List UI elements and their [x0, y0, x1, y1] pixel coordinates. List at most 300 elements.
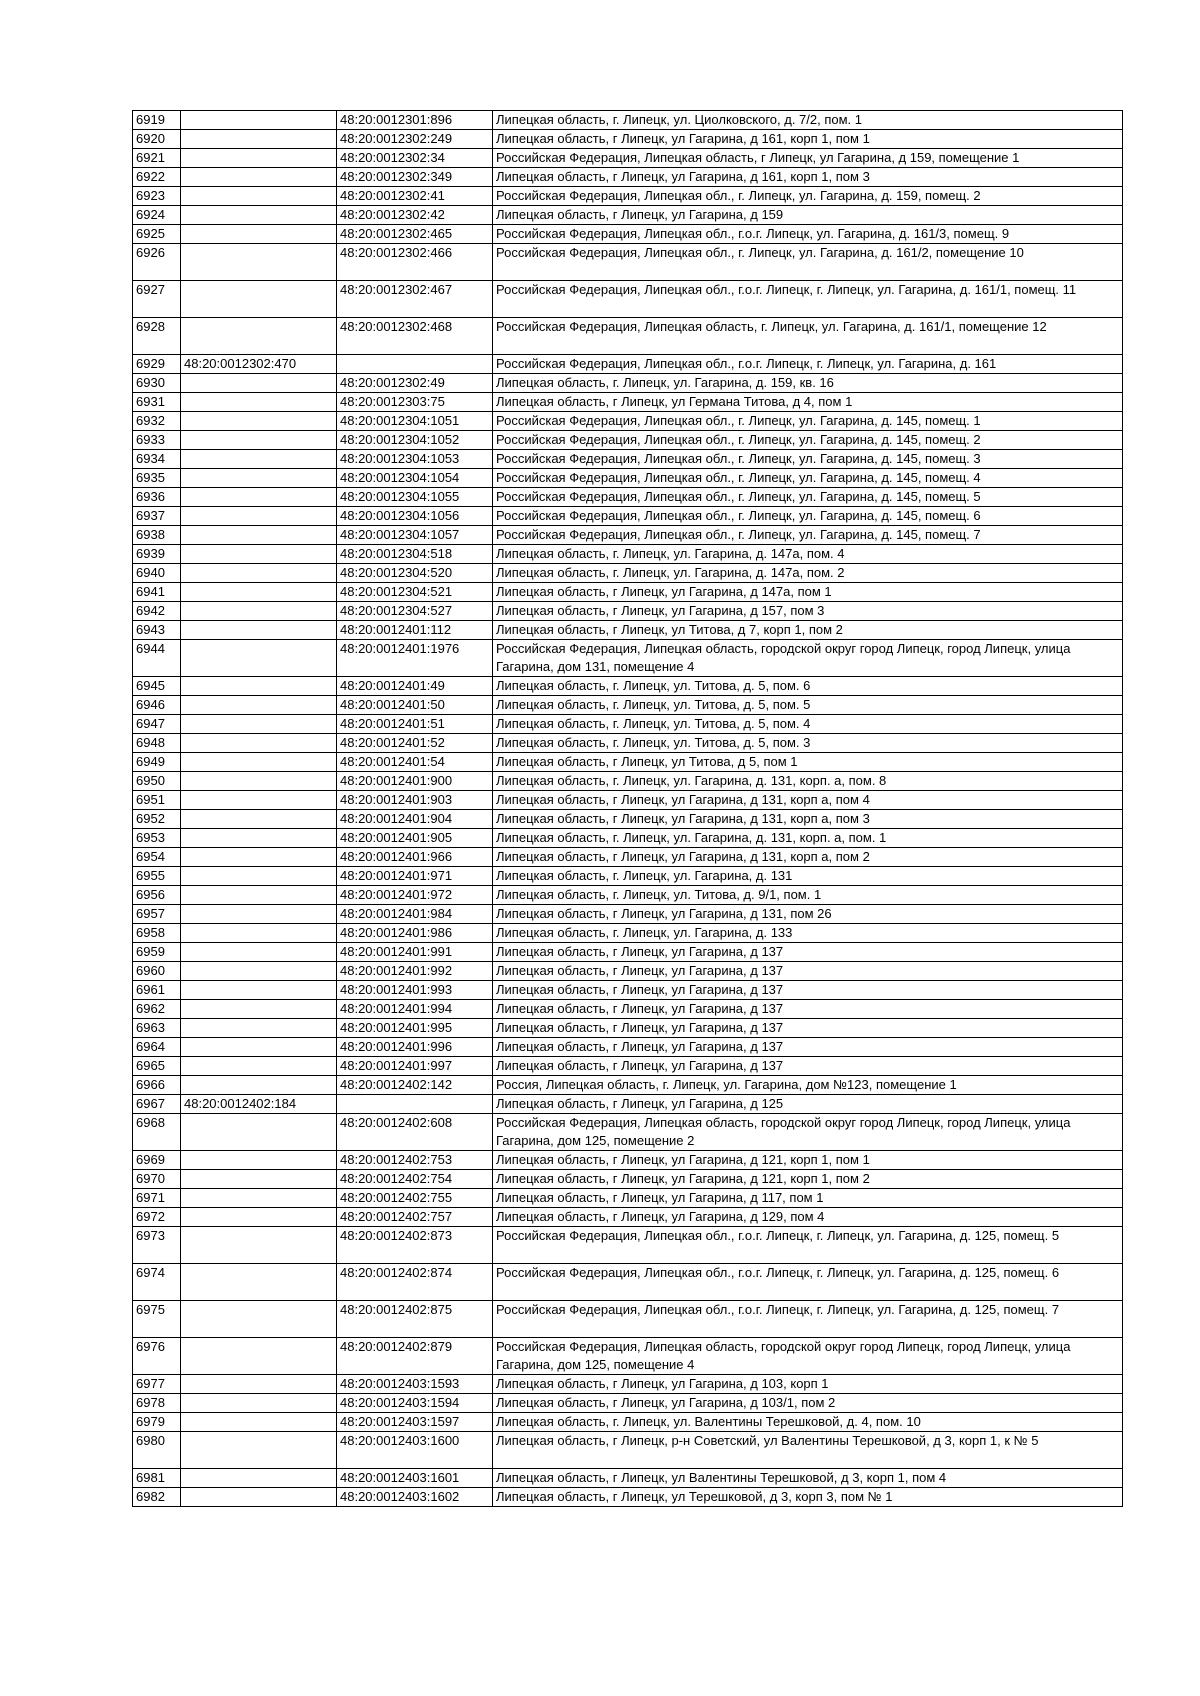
row-number-cell: 6926: [133, 244, 181, 281]
premises-cadastral-number-cell: [337, 355, 493, 374]
premises-cadastral-number-cell: 48:20:0012402:753: [337, 1151, 493, 1170]
row-number-cell: 6938: [133, 526, 181, 545]
row-number-cell: 6940: [133, 564, 181, 583]
address-cell: Липецкая область, г Липецк, ул Гагарина, д 161, корп 1, пом 1: [493, 130, 1123, 149]
row-number-cell: 6977: [133, 1375, 181, 1394]
table-row: [133, 677, 1123, 696]
address-cell: Липецкая область, г Липецк, ул Гагарина, д 137: [493, 1019, 1123, 1038]
building-cadastral-number-cell: [181, 1189, 337, 1208]
building-cadastral-number-cell: [181, 526, 337, 545]
row-number-cell: 6966: [133, 1076, 181, 1095]
table-row: [133, 924, 1123, 943]
row-number-cell: 6950: [133, 772, 181, 791]
building-cadastral-number-cell: [181, 469, 337, 488]
row-number-cell: 6967: [133, 1095, 181, 1114]
address-cell: Липецкая область, г. Липецк, ул. Титова, д. 5, пом. 6: [493, 677, 1123, 696]
building-cadastral-number-cell: [181, 886, 337, 905]
building-cadastral-number-cell: [181, 753, 337, 772]
row-number-cell: 6974: [133, 1264, 181, 1301]
building-cadastral-number-cell: [181, 1038, 337, 1057]
row-number-cell: 6924: [133, 206, 181, 225]
address-cell: Липецкая область, г. Липецк, ул. Валентины Терешковой, д. 4, пом. 10: [493, 1413, 1123, 1432]
premises-cadastral-number-cell: 48:20:0012402:608: [337, 1114, 493, 1151]
row-number-cell: 6982: [133, 1488, 181, 1507]
premises-cadastral-number-cell: 48:20:0012401:966: [337, 848, 493, 867]
row-number-cell: 6964: [133, 1038, 181, 1057]
address-cell: Российская Федерация, Липецкая обл., г. Липецк, ул. Гагарина, д. 145, помещ. 4: [493, 469, 1123, 488]
row-number-cell: 6981: [133, 1469, 181, 1488]
building-cadastral-number-cell: [181, 1170, 337, 1189]
address-cell: Российская Федерация, Липецкая область, г. Липецк, ул. Гагарина, д. 161/1, помещение 12: [493, 318, 1123, 355]
building-cadastral-number-cell: [181, 1057, 337, 1076]
address-cell: Российская Федерация, Липецкая обл., г. Липецк, ул. Гагарина, д. 145, помещ. 6: [493, 507, 1123, 526]
premises-cadastral-number-cell: 48:20:0012304:1051: [337, 412, 493, 431]
building-cadastral-number-cell: [181, 791, 337, 810]
building-cadastral-number-cell: [181, 488, 337, 507]
table-row: [133, 1000, 1123, 1019]
building-cadastral-number-cell: [181, 602, 337, 621]
table-row: [133, 772, 1123, 791]
building-cadastral-number-cell: [181, 1432, 337, 1469]
address-cell: Липецкая область, г Липецк, ул Титова, д 5, пом 1: [493, 753, 1123, 772]
row-number-cell: 6976: [133, 1338, 181, 1375]
row-number-cell: 6929: [133, 355, 181, 374]
registry-table: [132, 110, 1123, 1507]
table-row: [133, 696, 1123, 715]
premises-cadastral-number-cell: 48:20:0012401:996: [337, 1038, 493, 1057]
building-cadastral-number-cell: [181, 867, 337, 886]
premises-cadastral-number-cell: 48:20:0012302:468: [337, 318, 493, 355]
premises-cadastral-number-cell: 48:20:0012304:1055: [337, 488, 493, 507]
address-cell: Липецкая область, г. Липецк, ул. Титова, д. 5, пом. 5: [493, 696, 1123, 715]
row-number-cell: 6969: [133, 1151, 181, 1170]
premises-cadastral-number-cell: 48:20:0012304:527: [337, 602, 493, 621]
building-cadastral-number-cell: 48:20:0012302:470: [181, 355, 337, 374]
premises-cadastral-number-cell: 48:20:0012401:984: [337, 905, 493, 924]
address-cell: Российская Федерация, Липецкая обл., г.о.г. Липецк, г. Липецк, ул. Гагарина, д. 125, помещ. 6: [493, 1264, 1123, 1301]
row-number-cell: 6923: [133, 187, 181, 206]
address-cell: Российская Федерация, Липецкая область, городской округ город Липецк, город Липецк, улица Гагарина, дом 125, помещение 4: [493, 1338, 1123, 1375]
address-cell: Российская Федерация, Липецкая обл., г.о.г. Липецк, г. Липецк, ул. Гагарина, д. 161/1, помещ. 11: [493, 281, 1123, 318]
premises-cadastral-number-cell: 48:20:0012403:1593: [337, 1375, 493, 1394]
table-row: [133, 791, 1123, 810]
building-cadastral-number-cell: [181, 810, 337, 829]
building-cadastral-number-cell: [181, 374, 337, 393]
table-row: [133, 1151, 1123, 1170]
row-number-cell: 6951: [133, 791, 181, 810]
building-cadastral-number-cell: [181, 244, 337, 281]
building-cadastral-number-cell: [181, 507, 337, 526]
address-cell: Липецкая область, г Липецк, ул Гагарина, д 137: [493, 1057, 1123, 1076]
row-number-cell: 6978: [133, 1394, 181, 1413]
row-number-cell: 6922: [133, 168, 181, 187]
table-row: [133, 507, 1123, 526]
premises-cadastral-number-cell: 48:20:0012304:1057: [337, 526, 493, 545]
table-row: [133, 1076, 1123, 1095]
row-number-cell: 6957: [133, 905, 181, 924]
address-cell: Российская Федерация, Липецкая обл., г. Липецк, ул. Гагарина, д. 145, помещ. 2: [493, 431, 1123, 450]
premises-cadastral-number-cell: 48:20:0012401:49: [337, 677, 493, 696]
row-number-cell: 6943: [133, 621, 181, 640]
table-row: [133, 412, 1123, 431]
row-number-cell: 6956: [133, 886, 181, 905]
address-cell: Липецкая область, г Липецк, ул Гагарина, д 121, корп 1, пом 2: [493, 1170, 1123, 1189]
row-number-cell: 6945: [133, 677, 181, 696]
table-row: [133, 753, 1123, 772]
premises-cadastral-number-cell: 48:20:0012401:112: [337, 621, 493, 640]
table-row: [133, 715, 1123, 734]
table-row: [133, 829, 1123, 848]
building-cadastral-number-cell: [181, 734, 337, 753]
row-number-cell: 6947: [133, 715, 181, 734]
address-cell: Российская Федерация, Липецкая обл., г. Липецк, ул. Гагарина, д. 145, помещ. 5: [493, 488, 1123, 507]
row-number-cell: 6920: [133, 130, 181, 149]
building-cadastral-number-cell: [181, 225, 337, 244]
table-row: [133, 1488, 1123, 1507]
address-cell: Липецкая область, г. Липецк, ул. Гагарина, д. 147а, пом. 2: [493, 564, 1123, 583]
table-row: [133, 1413, 1123, 1432]
table-row: [133, 225, 1123, 244]
address-cell: Липецкая область, г. Липецк, ул. Титова, д. 9/1, пом. 1: [493, 886, 1123, 905]
address-cell: Липецкая область, г. Липецк, ул. Гагарина, д. 131, корп. а, пом. 8: [493, 772, 1123, 791]
row-number-cell: 6930: [133, 374, 181, 393]
address-cell: Липецкая область, г Липецк, ул Гагарина, д 131, корп а, пом 2: [493, 848, 1123, 867]
table-row: [133, 1469, 1123, 1488]
building-cadastral-number-cell: [181, 318, 337, 355]
building-cadastral-number-cell: [181, 1151, 337, 1170]
address-cell: Липецкая область, г Липецк, ул Гагарина, д 117, пом 1: [493, 1189, 1123, 1208]
premises-cadastral-number-cell: 48:20:0012402:754: [337, 1170, 493, 1189]
table-row: [133, 1095, 1123, 1114]
building-cadastral-number-cell: 48:20:0012402:184: [181, 1095, 337, 1114]
premises-cadastral-number-cell: 48:20:0012402:757: [337, 1208, 493, 1227]
building-cadastral-number-cell: [181, 168, 337, 187]
table-row: [133, 355, 1123, 374]
table-row: [133, 244, 1123, 281]
table-row: [133, 1019, 1123, 1038]
building-cadastral-number-cell: [181, 621, 337, 640]
table-row: [133, 187, 1123, 206]
premises-cadastral-number-cell: 48:20:0012402:755: [337, 1189, 493, 1208]
building-cadastral-number-cell: [181, 545, 337, 564]
address-cell: Липецкая область, г. Липецк, ул. Титова, д. 5, пом. 4: [493, 715, 1123, 734]
premises-cadastral-number-cell: 48:20:0012402:874: [337, 1264, 493, 1301]
row-number-cell: 6963: [133, 1019, 181, 1038]
row-number-cell: 6971: [133, 1189, 181, 1208]
building-cadastral-number-cell: [181, 187, 337, 206]
table-row: [133, 1038, 1123, 1057]
premises-cadastral-number-cell: 48:20:0012401:51: [337, 715, 493, 734]
premises-cadastral-number-cell: 48:20:0012302:466: [337, 244, 493, 281]
table-row: [133, 583, 1123, 602]
table-row: [133, 602, 1123, 621]
address-cell: Российская Федерация, Липецкая обл., г.о.г. Липецк, ул. Гагарина, д. 161/3, помещ. 9: [493, 225, 1123, 244]
address-cell: Российская Федерация, Липецкая область, г Липецк, ул Гагарина, д 159, помещение 1: [493, 149, 1123, 168]
table-row: [133, 393, 1123, 412]
table-row: [133, 1208, 1123, 1227]
row-number-cell: 6965: [133, 1057, 181, 1076]
table-row: [133, 943, 1123, 962]
address-cell: Российская Федерация, Липецкая обл., г. Липецк, ул. Гагарина, д. 159, помещ. 2: [493, 187, 1123, 206]
address-cell: Липецкая область, г Липецк, ул Гагарина, д 137: [493, 943, 1123, 962]
table-row: [133, 374, 1123, 393]
premises-cadastral-number-cell: 48:20:0012402:873: [337, 1227, 493, 1264]
table-row: [133, 1170, 1123, 1189]
row-number-cell: 6932: [133, 412, 181, 431]
table-row: [133, 469, 1123, 488]
building-cadastral-number-cell: [181, 1264, 337, 1301]
address-cell: Липецкая область, г. Липецк, ул. Гагарина, д. 159, кв. 16: [493, 374, 1123, 393]
premises-cadastral-number-cell: 48:20:0012304:1054: [337, 469, 493, 488]
building-cadastral-number-cell: [181, 905, 337, 924]
table-row: [133, 1432, 1123, 1469]
address-cell: Липецкая область, г. Липецк, ул. Циолковского, д. 7/2, пом. 1: [493, 111, 1123, 130]
address-cell: Липецкая область, г. Липецк, ул. Гагарина, д. 133: [493, 924, 1123, 943]
row-number-cell: 6980: [133, 1432, 181, 1469]
table-row: [133, 905, 1123, 924]
premises-cadastral-number-cell: 48:20:0012401:903: [337, 791, 493, 810]
table-row: [133, 962, 1123, 981]
premises-cadastral-number-cell: 48:20:0012401:971: [337, 867, 493, 886]
address-cell: Липецкая область, г Липецк, ул Гагарина, д 103/1, пом 2: [493, 1394, 1123, 1413]
address-cell: Липецкая область, г Липецк, р-н Советский, ул Валентины Терешковой, д 3, корп 1, к № 5: [493, 1432, 1123, 1469]
building-cadastral-number-cell: [181, 1227, 337, 1264]
row-number-cell: 6935: [133, 469, 181, 488]
address-cell: Российская Федерация, Липецкая обл., г. Липецк, ул. Гагарина, д. 161/2, помещение 10: [493, 244, 1123, 281]
building-cadastral-number-cell: [181, 564, 337, 583]
row-number-cell: 6933: [133, 431, 181, 450]
premises-cadastral-number-cell: 48:20:0012401:50: [337, 696, 493, 715]
building-cadastral-number-cell: [181, 111, 337, 130]
premises-cadastral-number-cell: 48:20:0012401:1976: [337, 640, 493, 677]
table-row: [133, 168, 1123, 187]
row-number-cell: 6955: [133, 867, 181, 886]
premises-cadastral-number-cell: 48:20:0012302:249: [337, 130, 493, 149]
row-number-cell: 6939: [133, 545, 181, 564]
table-row: [133, 734, 1123, 753]
premises-cadastral-number-cell: 48:20:0012403:1600: [337, 1432, 493, 1469]
table-row: [133, 130, 1123, 149]
row-number-cell: 6937: [133, 507, 181, 526]
premises-cadastral-number-cell: 48:20:0012402:879: [337, 1338, 493, 1375]
building-cadastral-number-cell: [181, 431, 337, 450]
building-cadastral-number-cell: [181, 130, 337, 149]
address-cell: Российская Федерация, Липецкая обл., г.о.г. Липецк, г. Липецк, ул. Гагарина, д. 125, помещ. 5: [493, 1227, 1123, 1264]
table-row: [133, 1394, 1123, 1413]
premises-cadastral-number-cell: 48:20:0012403:1601: [337, 1469, 493, 1488]
address-cell: Липецкая область, г Липецк, ул Титова, д 7, корп 1, пом 2: [493, 621, 1123, 640]
premises-cadastral-number-cell: 48:20:0012304:1056: [337, 507, 493, 526]
row-number-cell: 6961: [133, 981, 181, 1000]
premises-cadastral-number-cell: 48:20:0012401:54: [337, 753, 493, 772]
premises-cadastral-number-cell: 48:20:0012401:52: [337, 734, 493, 753]
address-cell: Липецкая область, г. Липецк, ул. Гагарина, д. 147а, пом. 4: [493, 545, 1123, 564]
address-cell: Липецкая область, г Липецк, ул Гагарина, д 131, корп а, пом 4: [493, 791, 1123, 810]
building-cadastral-number-cell: [181, 1114, 337, 1151]
building-cadastral-number-cell: [181, 981, 337, 1000]
premises-cadastral-number-cell: 48:20:0012402:875: [337, 1301, 493, 1338]
premises-cadastral-number-cell: 48:20:0012402:142: [337, 1076, 493, 1095]
premises-cadastral-number-cell: 48:20:0012401:991: [337, 943, 493, 962]
row-number-cell: 6970: [133, 1170, 181, 1189]
address-cell: Липецкая область, г Липецк, ул Гагарина, д 131, корп а, пом 3: [493, 810, 1123, 829]
address-cell: Липецкая область, г. Липецк, ул. Гагарина, д. 131, корп. а, пом. 1: [493, 829, 1123, 848]
table-row: [133, 981, 1123, 1000]
address-cell: Липецкая область, г Липецк, ул Германа Титова, д 4, пом 1: [493, 393, 1123, 412]
premises-cadastral-number-cell: 48:20:0012302:349: [337, 168, 493, 187]
building-cadastral-number-cell: [181, 1338, 337, 1375]
row-number-cell: 6944: [133, 640, 181, 677]
address-cell: Российская Федерация, Липецкая область, городской округ город Липецк, город Липецк, улица Гагарина, дом 125, помещение 2: [493, 1114, 1123, 1151]
address-cell: Липецкая область, г. Липецк, ул. Гагарина, д. 131: [493, 867, 1123, 886]
premises-cadastral-number-cell: 48:20:0012401:993: [337, 981, 493, 1000]
building-cadastral-number-cell: [181, 1375, 337, 1394]
building-cadastral-number-cell: [181, 696, 337, 715]
row-number-cell: 6960: [133, 962, 181, 981]
building-cadastral-number-cell: [181, 943, 337, 962]
registry-table-body: [133, 111, 1123, 1507]
address-cell: Липецкая область, г Липецк, ул Гагарина, д 159: [493, 206, 1123, 225]
row-number-cell: 6952: [133, 810, 181, 829]
table-row: [133, 640, 1123, 677]
building-cadastral-number-cell: [181, 1019, 337, 1038]
premises-cadastral-number-cell: 48:20:0012302:34: [337, 149, 493, 168]
building-cadastral-number-cell: [181, 450, 337, 469]
address-cell: Липецкая область, г Липецк, ул Гагарина, д 137: [493, 1000, 1123, 1019]
premises-cadastral-number-cell: 48:20:0012401:972: [337, 886, 493, 905]
table-row: [133, 564, 1123, 583]
building-cadastral-number-cell: [181, 848, 337, 867]
table-row: [133, 621, 1123, 640]
address-cell: Липецкая область, г Липецк, ул Гагарина, д 157, пом 3: [493, 602, 1123, 621]
table-row: [133, 111, 1123, 130]
building-cadastral-number-cell: [181, 1394, 337, 1413]
table-row: [133, 318, 1123, 355]
address-cell: Российская Федерация, Липецкая область, городской округ город Липецк, город Липецк, улица Гагарина, дом 131, помещение 4: [493, 640, 1123, 677]
table-row: [133, 810, 1123, 829]
table-row: [133, 206, 1123, 225]
building-cadastral-number-cell: [181, 412, 337, 431]
building-cadastral-number-cell: [181, 206, 337, 225]
premises-cadastral-number-cell: 48:20:0012401:994: [337, 1000, 493, 1019]
address-cell: Липецкая область, г. Липецк, ул. Титова, д. 5, пом. 3: [493, 734, 1123, 753]
address-cell: Липецкая область, г Липецк, ул Гагарина, д 137: [493, 981, 1123, 1000]
premises-cadastral-number-cell: 48:20:0012401:992: [337, 962, 493, 981]
building-cadastral-number-cell: [181, 1488, 337, 1507]
row-number-cell: 6968: [133, 1114, 181, 1151]
row-number-cell: 6942: [133, 602, 181, 621]
address-cell: Российская Федерация, Липецкая обл., г.о.г. Липецк, г. Липецк, ул. Гагарина, д. 161: [493, 355, 1123, 374]
premises-cadastral-number-cell: 48:20:0012302:41: [337, 187, 493, 206]
table-row: [133, 867, 1123, 886]
address-cell: Российская Федерация, Липецкая обл., г. Липецк, ул. Гагарина, д. 145, помещ. 3: [493, 450, 1123, 469]
row-number-cell: 6972: [133, 1208, 181, 1227]
row-number-cell: 6934: [133, 450, 181, 469]
table-row: [133, 1375, 1123, 1394]
address-cell: Российская Федерация, Липецкая обл., г. Липецк, ул. Гагарина, д. 145, помещ. 7: [493, 526, 1123, 545]
row-number-cell: 6931: [133, 393, 181, 412]
table-row: [133, 488, 1123, 507]
premises-cadastral-number-cell: 48:20:0012403:1602: [337, 1488, 493, 1507]
row-number-cell: 6925: [133, 225, 181, 244]
row-number-cell: 6973: [133, 1227, 181, 1264]
address-cell: Липецкая область, г Липецк, ул Гагарина, д 137: [493, 962, 1123, 981]
building-cadastral-number-cell: [181, 281, 337, 318]
address-cell: Липецкая область, г Липецк, ул Гагарина, д 121, корп 1, пом 1: [493, 1151, 1123, 1170]
row-number-cell: 6949: [133, 753, 181, 772]
building-cadastral-number-cell: [181, 149, 337, 168]
premises-cadastral-number-cell: 48:20:0012302:465: [337, 225, 493, 244]
table-row: [133, 526, 1123, 545]
building-cadastral-number-cell: [181, 772, 337, 791]
building-cadastral-number-cell: [181, 1000, 337, 1019]
row-number-cell: 6948: [133, 734, 181, 753]
premises-cadastral-number-cell: 48:20:0012304:1053: [337, 450, 493, 469]
address-cell: Липецкая область, г Липецк, ул Гагарина, д 131, пом 26: [493, 905, 1123, 924]
table-row: [133, 1227, 1123, 1264]
row-number-cell: 6928: [133, 318, 181, 355]
premises-cadastral-number-cell: 48:20:0012302:49: [337, 374, 493, 393]
row-number-cell: 6927: [133, 281, 181, 318]
table-row: [133, 450, 1123, 469]
table-row: [133, 1057, 1123, 1076]
premises-cadastral-number-cell: 48:20:0012401:997: [337, 1057, 493, 1076]
row-number-cell: 6958: [133, 924, 181, 943]
building-cadastral-number-cell: [181, 1413, 337, 1432]
building-cadastral-number-cell: [181, 1076, 337, 1095]
table-row: [133, 1264, 1123, 1301]
address-cell: Россия, Липецкая область, г. Липецк, ул. Гагарина, дом №123, помещение 1: [493, 1076, 1123, 1095]
row-number-cell: 6954: [133, 848, 181, 867]
table-row: [133, 886, 1123, 905]
premises-cadastral-number-cell: 48:20:0012401:904: [337, 810, 493, 829]
building-cadastral-number-cell: [181, 1469, 337, 1488]
row-number-cell: 6959: [133, 943, 181, 962]
address-cell: Российская Федерация, Липецкая обл., г. Липецк, ул. Гагарина, д. 145, помещ. 1: [493, 412, 1123, 431]
table-row: [133, 1189, 1123, 1208]
building-cadastral-number-cell: [181, 829, 337, 848]
premises-cadastral-number-cell: 48:20:0012303:75: [337, 393, 493, 412]
table-row: [133, 149, 1123, 168]
address-cell: Липецкая область, г Липецк, ул Гагарина, д 161, корп 1, пом 3: [493, 168, 1123, 187]
building-cadastral-number-cell: [181, 640, 337, 677]
building-cadastral-number-cell: [181, 924, 337, 943]
premises-cadastral-number-cell: 48:20:0012401:986: [337, 924, 493, 943]
address-cell: Липецкая область, г Липецк, ул Гагарина, д 129, пом 4: [493, 1208, 1123, 1227]
table-row: [133, 1338, 1123, 1375]
premises-cadastral-number-cell: [337, 1095, 493, 1114]
building-cadastral-number-cell: [181, 583, 337, 602]
building-cadastral-number-cell: [181, 1301, 337, 1338]
premises-cadastral-number-cell: 48:20:0012403:1597: [337, 1413, 493, 1432]
row-number-cell: 6953: [133, 829, 181, 848]
row-number-cell: 6962: [133, 1000, 181, 1019]
building-cadastral-number-cell: [181, 393, 337, 412]
premises-cadastral-number-cell: 48:20:0012403:1594: [337, 1394, 493, 1413]
row-number-cell: 6921: [133, 149, 181, 168]
address-cell: Липецкая область, г Липецк, ул Гагарина, д 125: [493, 1095, 1123, 1114]
row-number-cell: 6941: [133, 583, 181, 602]
premises-cadastral-number-cell: 48:20:0012401:900: [337, 772, 493, 791]
address-cell: Российская Федерация, Липецкая обл., г.о.г. Липецк, г. Липецк, ул. Гагарина, д. 125, помещ. 7: [493, 1301, 1123, 1338]
row-number-cell: 6936: [133, 488, 181, 507]
building-cadastral-number-cell: [181, 962, 337, 981]
table-row: [133, 1114, 1123, 1151]
premises-cadastral-number-cell: 48:20:0012302:467: [337, 281, 493, 318]
row-number-cell: 6975: [133, 1301, 181, 1338]
premises-cadastral-number-cell: 48:20:0012401:905: [337, 829, 493, 848]
premises-cadastral-number-cell: 48:20:0012304:520: [337, 564, 493, 583]
